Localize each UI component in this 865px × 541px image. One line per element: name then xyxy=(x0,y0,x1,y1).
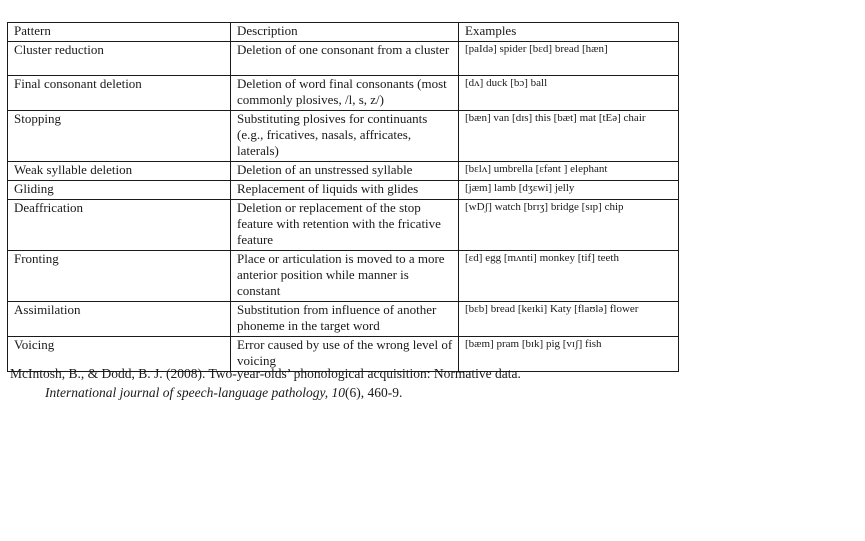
examples-cell: [bæm] pram [bɪk] pig [vɪʃ] fish xyxy=(459,337,679,372)
examples-cell: [bæn] van [dɪs] this [bæt] mat [tEə] chair xyxy=(459,111,679,162)
table-row xyxy=(8,42,679,76)
examples-cell: [jæm] lamb [dʒɛwi] jelly xyxy=(459,181,679,200)
table-row xyxy=(8,76,679,111)
description-cell: Deletion or replacement of the stop feature with retention with the fricative feature xyxy=(231,200,459,251)
table-row xyxy=(8,200,679,251)
examples-cell: [bɛb] bread [keɪki] Katy [flaʊlə] flower xyxy=(459,302,679,337)
description-column-header: Description xyxy=(231,23,459,42)
pattern-cell: Assimilation xyxy=(8,302,231,337)
pattern-cell: Stopping xyxy=(8,111,231,162)
table-row xyxy=(8,302,679,337)
citation-line-2 xyxy=(10,383,770,402)
description-cell: Deletion of one consonant from a cluster xyxy=(231,42,459,76)
table-row xyxy=(8,162,679,181)
examples-cell: [wDʃ] watch [brɪʒ] bridge [sɪp] chip xyxy=(459,200,679,251)
description-cell: Replacement of liquids with glides xyxy=(231,181,459,200)
examples-cell: [ɛd] egg [mʌnti] monkey [tif] teeth xyxy=(459,251,679,302)
pattern-cell: Fronting xyxy=(8,251,231,302)
pattern-cell: Cluster reduction xyxy=(8,42,231,76)
description-cell: Error caused by use of the wrong level of voicing xyxy=(231,337,459,372)
table-row xyxy=(8,111,679,162)
examples-cell: [dʌ] duck [bɔ] ball xyxy=(459,76,679,111)
examples-cell: [paIdə] spider [bɛd] bread [hæn] xyxy=(459,42,679,76)
citation-line-1: McIntosh, B., & Dodd, B. J. (2008). Two-year-olds’ phonological acquisition: Normative data. xyxy=(10,366,521,381)
description-cell: Deletion of an unstressed syllable xyxy=(231,162,459,181)
phonological-patterns-table xyxy=(7,22,679,372)
reference-citation xyxy=(10,364,770,402)
table-row xyxy=(8,181,679,200)
citation-journal-title: International journal of speech-language pathology, 10 xyxy=(45,385,345,400)
table-row xyxy=(8,251,679,302)
pattern-cell: Gliding xyxy=(8,181,231,200)
pattern-cell: Final consonant deletion xyxy=(8,76,231,111)
examples-column-header: Examples xyxy=(459,23,679,42)
table-header-row xyxy=(8,23,679,42)
pattern-column-header: Pattern xyxy=(8,23,231,42)
pattern-cell: Weak syllable deletion xyxy=(8,162,231,181)
description-cell: Deletion of word final consonants (most commonly plosives, /l, s, z/) xyxy=(231,76,459,111)
pattern-cell: Voicing xyxy=(8,337,231,372)
description-cell: Place or articulation is moved to a more anterior position while manner is constant xyxy=(231,251,459,302)
description-cell: Substituting plosives for continuants (e.g., fricatives, nasals, affricates, laterals) xyxy=(231,111,459,162)
examples-cell: [bɛlʌ] umbrella [ɛfənt ] elephant xyxy=(459,162,679,181)
citation-issue-pages: (6), 460-9. xyxy=(344,385,403,400)
pattern-cell: Deaffrication xyxy=(8,200,231,251)
description-cell: Substitution from influence of another phoneme in the target word xyxy=(231,302,459,337)
